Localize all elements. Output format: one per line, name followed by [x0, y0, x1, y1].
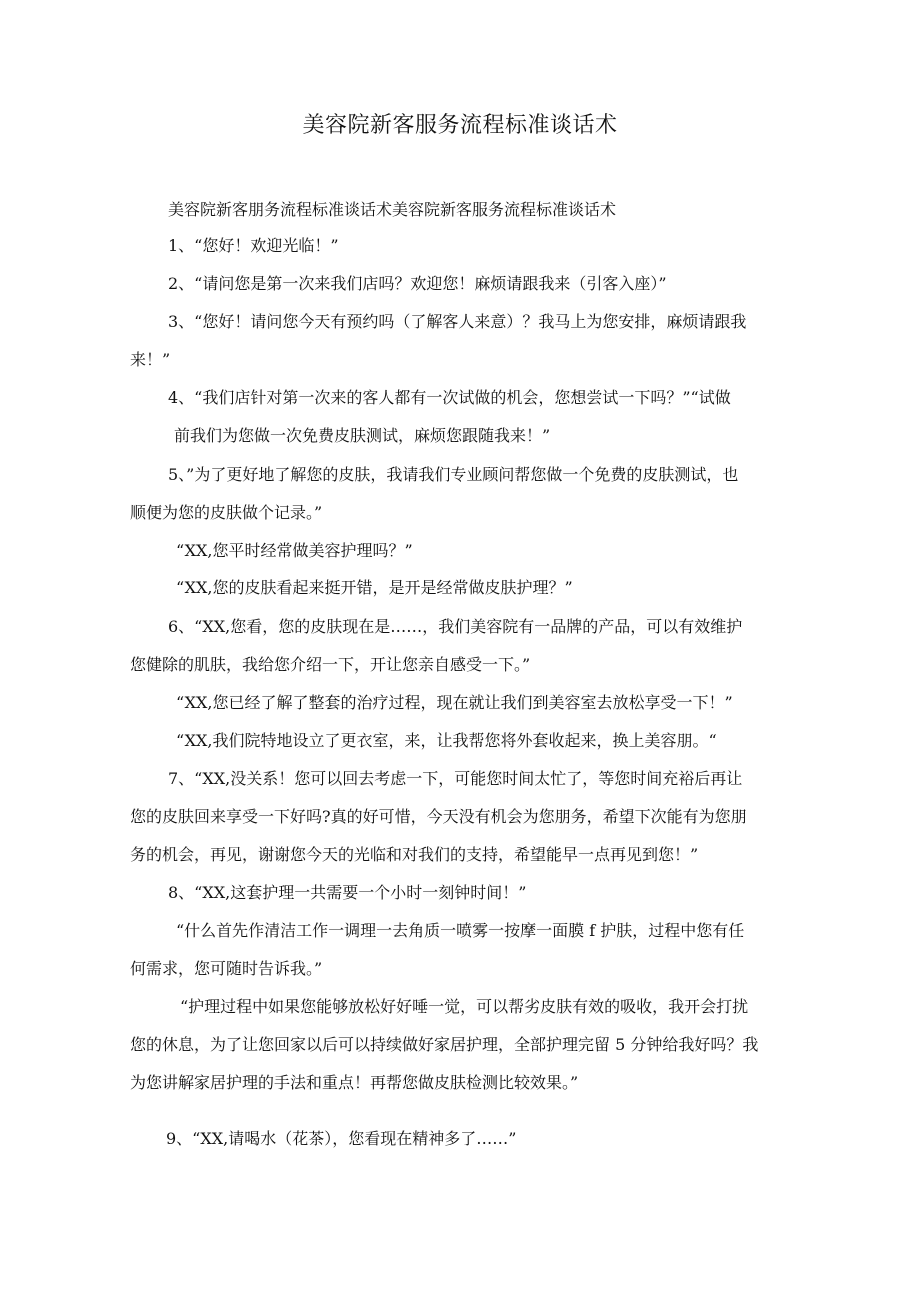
item-7-line-1: 7、“XX,没关系！您可以回去考虑一下，可能您时间太忙了，等您时间充裕后再让 — [168, 769, 743, 788]
document-title: 美容院新客服务流程标准谈话术 — [302, 113, 618, 138]
item-6-line-1: 6、“XX,您看，您的皮肤现在是……，我们美容院有一品牌的产品，可以有效维护 — [168, 617, 743, 636]
item-5-line-2: 顺便为您的皮肤做个记录。” — [130, 503, 323, 522]
item-5-line-1: 5、”为了更好地了解您的皮肤，我请我们专业顾问帮您做一个免费的皮肤测试，也 — [168, 465, 739, 484]
item-3-line-2: 来！” — [130, 350, 171, 369]
item-8-quote-2-line-3: 为您讲解家居护理的手法和重点！再帮您做皮肤检测比较效果。” — [130, 1073, 579, 1092]
item-8-quote-1-line-2: 何需求，您可随时告诉我。” — [130, 959, 323, 978]
item-5-quote-1: “XX,您平时经常做美容护理吗？” — [176, 541, 413, 560]
item-8-quote-1-line-1: “什么首先作清洁工作一调理一去角质一喷雾一按摩一面膜 f 护肤，过程中您有任 — [176, 921, 745, 940]
item-4-line-1: 4、“我们店针对第一次来的客人都有一次试做的机会，您想尝试一下吗？”“试做 — [168, 388, 731, 407]
item-6-quote-1: “XX,您已经了解了整套的治疗过程，现在就让我们到美容室去放松享受一下！” — [176, 693, 733, 712]
item-6-line-2: 您健除的肌肤，我给您介绍一下，开让您亲自感受一下。” — [130, 655, 531, 674]
intro-paragraph: 美容院新客朋务流程标准谈话术美容院新客服务流程标准谈话术 — [168, 200, 617, 219]
item-9: 9、“XX,请喝水（花茶），您看现在精神多了……” — [166, 1129, 517, 1148]
item-3-line-1: 3、“您好！请问您今天有预约吗（了解客人来意）？我马上为您安排，麻烦请跟我 — [168, 312, 747, 331]
item-5-quote-2: “XX,您的皮肤看起来挺开错，是开是经常做皮肤护理？” — [176, 578, 573, 597]
item-8-line-1: 8、“XX,这套护理一共需要一个小时一刻钟时间！” — [168, 883, 527, 902]
item-8-quote-2-line-2: 您的休息，为了让您回家以后可以持续做好家居护理，全部护理完留 5 分钟给我好吗？我 — [130, 1035, 759, 1054]
item-6-quote-2: “XX,我们院特地设立了更衣室，来，让我帮您将外套收起来，换上美容朋。“ — [176, 731, 717, 750]
item-7-line-2: 您的皮肤回来享受一下好吗?真的好可惜，今天没有机会为您朋务，希望下次能有为您朋 — [130, 807, 747, 826]
item-2: 2、“请问您是第一次来我们店吗？欢迎您！麻烦请跟我来（引客入座）” — [168, 274, 667, 293]
item-7-line-3: 务的机会，再见，谢谢您今天的光临和对我们的支持，希望能早一点再见到您！” — [130, 845, 699, 864]
item-4-line-2: 前我们为您做一次免费皮肤测试，麻烦您跟随我来！” — [174, 426, 551, 445]
item-1: 1、“您好！欢迎光临！” — [168, 236, 339, 255]
item-8-quote-2-line-1: “护理过程中如果您能够放松好好唾一觉，可以帮劣皮肤有效的吸收，我开会打扰 — [180, 997, 749, 1016]
